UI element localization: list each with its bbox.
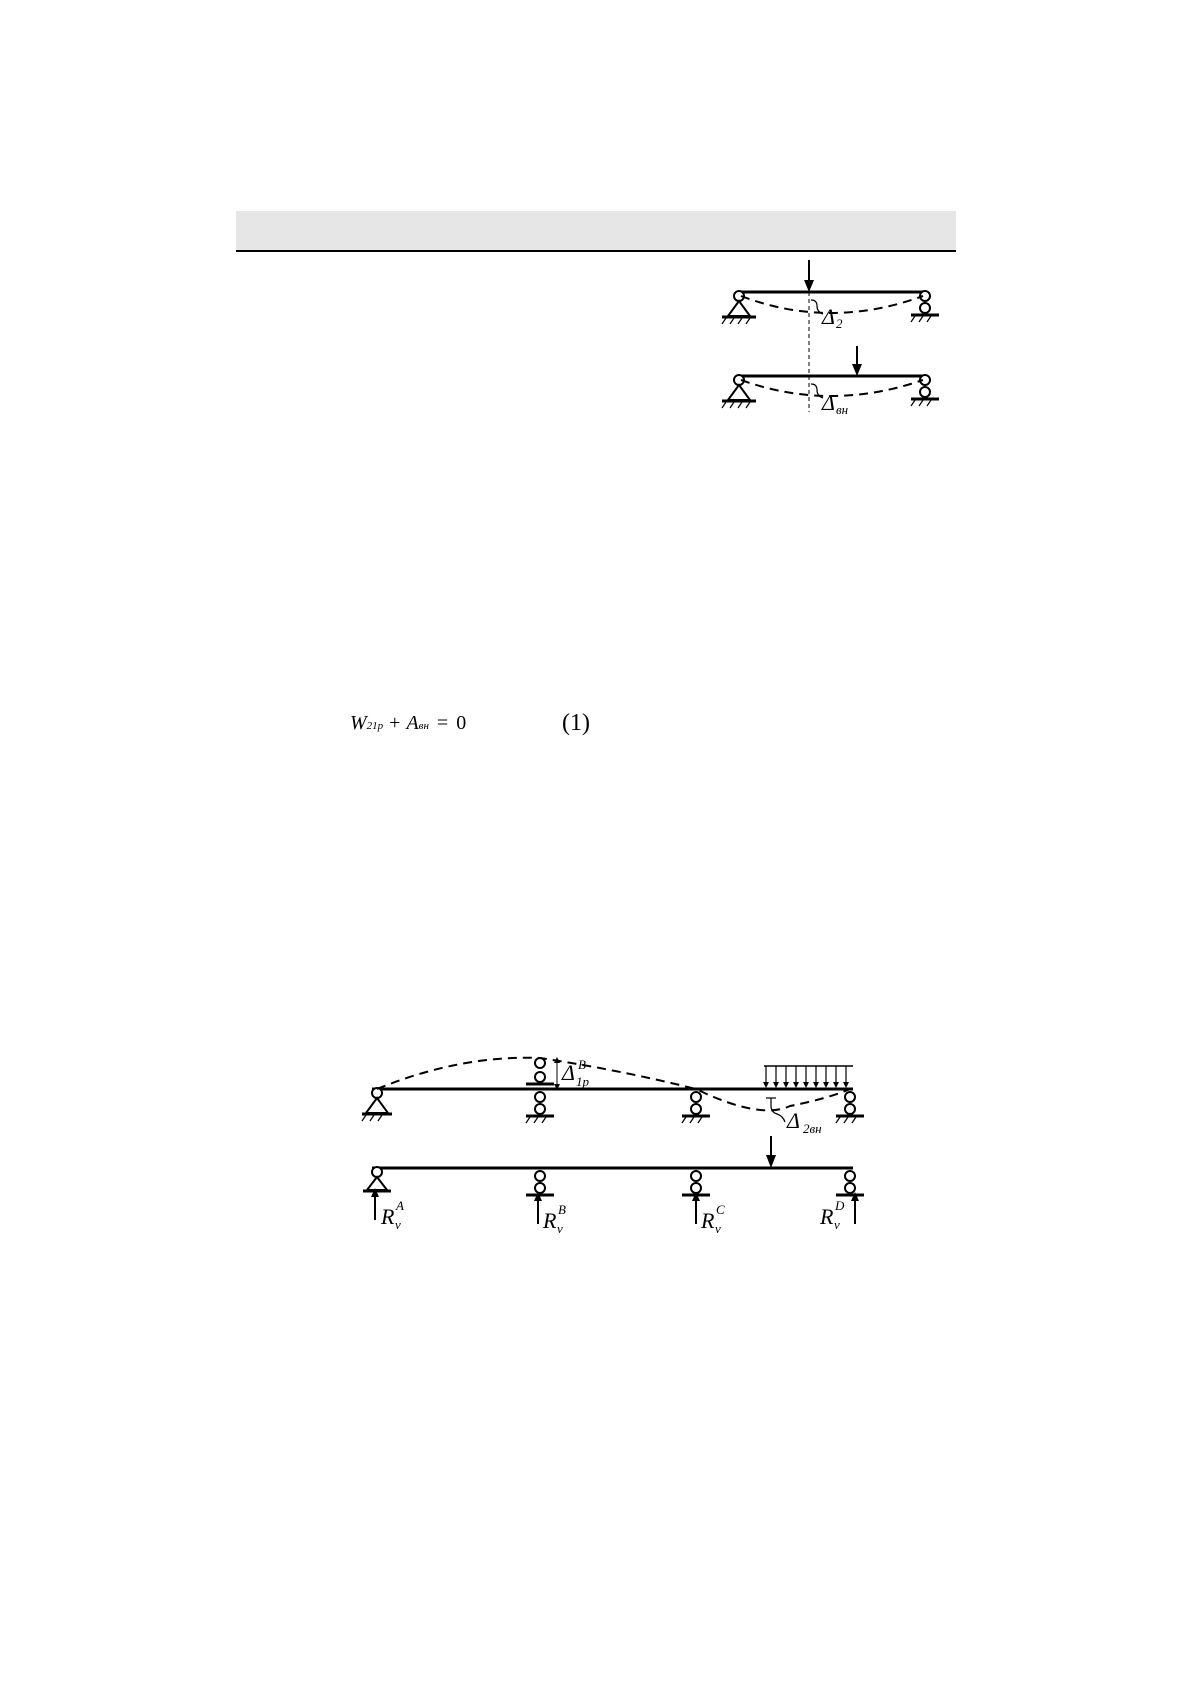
reaction-a-sub: v (395, 1217, 401, 1232)
reaction-a-sup: A (396, 1198, 404, 1213)
delta-lower-sub: 2вн (803, 1121, 822, 1136)
reaction-b-sup: B (558, 1202, 566, 1217)
reaction-d: R (820, 1204, 834, 1229)
reaction-c-sub: v (715, 1221, 721, 1236)
continuous-beam-lower (363, 1136, 864, 1236)
eq-rhs: 0 (456, 712, 467, 734)
delta-lower-label: Δ (787, 1108, 800, 1133)
continuous-beam-upper (362, 1057, 864, 1136)
label-upper-sub: 2 (836, 316, 843, 331)
label-lower-sub: вн (836, 402, 849, 417)
eq-a-sub: вн (418, 720, 429, 732)
reaction-d-sub: v (834, 1217, 840, 1232)
eq-w: W (350, 712, 367, 734)
reaction-c-sup: C (716, 1202, 725, 1217)
label-lower: Δ (822, 390, 835, 415)
delta-b-sup: B (578, 1057, 586, 1072)
eq-equals: = (436, 712, 449, 734)
reaction-c: R (701, 1208, 715, 1233)
eq-a: A (406, 712, 419, 734)
reaction-b-sub: v (557, 1221, 563, 1236)
delta-b-sub: 1p (576, 1074, 589, 1089)
delta-b-label: Δ (562, 1060, 575, 1085)
reaction-a: R (381, 1204, 395, 1229)
label-upper: Δ (822, 304, 835, 329)
eq-plus: + (389, 712, 401, 734)
reaction-b: R (543, 1208, 557, 1233)
eq-w-sub: 21p (366, 720, 384, 732)
equation-number: (1) (562, 710, 590, 736)
reaction-d-sup: D (835, 1198, 845, 1213)
